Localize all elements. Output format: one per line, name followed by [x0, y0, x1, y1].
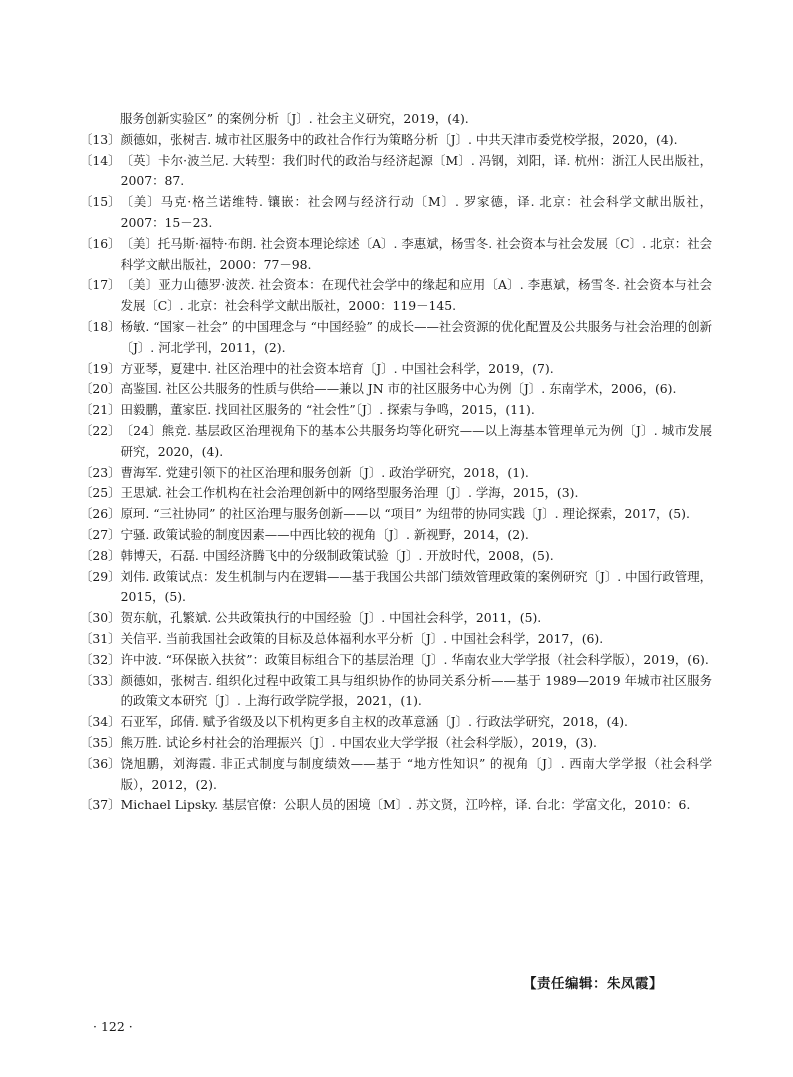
- reference-item: [80, 608, 712, 629]
- reference-number: 〔28〕: [80, 547, 121, 563]
- reference-number: 〔29〕: [80, 568, 121, 584]
- reference-item: [80, 192, 712, 234]
- reference-text: Michael Lipsky. 基层官僚：公职人员的困境〔M〕. 苏文贤，江吟梓，译. 台北：学富文化，2010：6.: [120, 797, 691, 813]
- reference-text: 宁骚. 政策试验的制度因素——中西比较的视角〔J〕. 新视野，2014，(2).: [120, 526, 529, 542]
- reference-text: 高鉴国. 社区公共服务的性质与供给——兼以 JN 市的社区服务中心为例〔J〕. 东南学术，2006，(6).: [120, 381, 677, 397]
- reference-number: 〔13〕: [80, 131, 121, 147]
- reference-item: [80, 151, 712, 193]
- reference-number: 〔37〕: [80, 797, 121, 813]
- reference-item: [80, 379, 712, 400]
- reference-item: [80, 525, 712, 546]
- reference-text: 贺东航，孔繁斌. 公共政策执行的中国经验〔J〕. 中国社会科学，2011，(5).: [120, 610, 542, 626]
- reference-number: 〔15〕: [80, 194, 121, 210]
- reference-item: [80, 546, 712, 567]
- reference-item: [80, 483, 712, 504]
- reference-number: 〔35〕: [80, 734, 121, 750]
- reference-item: [80, 795, 712, 816]
- reference-number: 〔33〕: [80, 672, 121, 688]
- reference-number: 〔36〕: [80, 755, 121, 771]
- reference-text: 〔美〕马克·格兰诺维特. 镶嵌：社会网与经济行动〔M〕. 罗家德，译. 北京：社会科学文献出版社，2007：15－23.: [120, 194, 712, 230]
- reference-item: [80, 671, 712, 713]
- reference-item: [80, 130, 712, 151]
- reference-text: 杨敏. “国家－社会” 的中国理念与 “中国经验” 的成长——社会资源的优化配置及公共服务与社会治理的创新〔J〕. 河北学刊，2011，(2).: [120, 318, 712, 355]
- reference-number: 〔32〕: [80, 651, 121, 667]
- reference-text: 石亚军，邱倩. 赋予省级及以下机构更多自主权的改革意涵〔J〕. 行政法学研究，2018，(4).: [120, 714, 628, 730]
- reference-continuation: 服务创新实验区” 的案例分析〔J〕. 社会主义研究，2019，(4).: [120, 111, 469, 126]
- reference-text: 刘伟. 政策试点：发生机制与内在逻辑——基于我国公共部门绩效管理政策的案例研究〔J〕. 中国行政管理，2015，(5).: [120, 568, 712, 605]
- reference-item: [80, 712, 712, 733]
- reference-item: [80, 754, 712, 796]
- reference-text: 〔24〕熊竞. 基层政区治理视角下的基本公共服务均等化研究——以上海基本管理单元为例〔J〕. 城市发展研究，2020，(4).: [120, 422, 712, 459]
- reference-item: [80, 650, 712, 671]
- reference-text: 田毅鹏，董家臣. 找回社区服务的 “社会性”〔J〕. 探索与争鸣，2015，(11).: [120, 402, 535, 418]
- reference-number: 〔31〕: [80, 630, 121, 646]
- reference-text: 〔美〕托马斯·福特·布朗. 社会资本理论综述〔A〕. 李惠斌，杨雪冬. 社会资本与社会发展〔C〕. 北京：社会科学文献出版社，2000：77－98.: [120, 235, 712, 272]
- reference-number: 〔19〕: [80, 360, 121, 376]
- reference-item: [80, 400, 712, 421]
- reference-number: 〔23〕: [80, 464, 121, 480]
- reference-text: 曹海军. 党建引领下的社区治理和服务创新〔J〕. 政治学研究，2018，(1).: [120, 464, 529, 480]
- reference-list: [80, 109, 712, 816]
- reference-items: [80, 130, 712, 816]
- reference-number: 〔26〕: [80, 506, 121, 522]
- reference-text: 饶旭鹏，刘海霞. 非正式制度与制度绩效——基于 “地方性知识” 的视角〔J〕. 西南大学学报（社会科学版），2012，(2).: [120, 755, 712, 792]
- reference-number: 〔16〕: [80, 235, 121, 251]
- reference-text: 关信平. 当前我国社会政策的目标及总体福利水平分析〔J〕. 中国社会科学，2017，(6).: [120, 630, 604, 646]
- reference-item: [80, 504, 712, 525]
- reference-text: 原珂. “三社协同” 的社区治理与服务创新——以 “项目” 为纽带的协同实践〔J〕. 理论探索，2017，(5).: [120, 506, 690, 522]
- reference-item: [80, 733, 712, 754]
- reference-number: 〔20〕: [80, 381, 121, 397]
- reference-text: 颜德如，张树吉. 组织化过程中政策工具与组织协作的协同关系分析——基于 1989—2019 年城市社区服务的政策文本研究〔J〕. 上海行政学院学报，2021，(1).: [120, 672, 712, 709]
- responsible-editor: 【责任编辑：朱凤霞】: [523, 976, 663, 992]
- reference-item: [80, 629, 712, 650]
- reference-number: 〔14〕: [80, 152, 121, 168]
- reference-text: 许中波. “环保嵌入扶贫”：政策目标组合下的基层治理〔J〕. 华南农业大学学报（社会科学版），2019，(6).: [120, 651, 709, 667]
- reference-number: 〔18〕: [80, 318, 121, 334]
- reference-number: 〔30〕: [80, 610, 121, 626]
- page-number: · 122 ·: [93, 1019, 133, 1034]
- reference-text: 颜德如，张树吉. 城市社区服务中的政社合作行为策略分析〔J〕. 中共天津市委党校学报，2020，(4).: [120, 131, 678, 147]
- reference-text: 〔美〕亚力山德罗·波茨. 社会资本：在现代社会学中的缘起和应用〔A〕. 李惠斌，杨雪冬. 社会资本与社会发展〔C〕. 北京：社会科学文献出版社，2000：119－145.: [120, 277, 712, 314]
- reference-text: 熊万胜. 试论乡村社会的治理振兴〔J〕. 中国农业大学学报（社会科学版），2019，(3).: [120, 734, 597, 750]
- reference-number: 〔34〕: [80, 714, 121, 730]
- reference-number: 〔25〕: [80, 485, 121, 501]
- reference-item: [80, 234, 712, 276]
- reference-number: 〔21〕: [80, 402, 121, 418]
- reference-item: [80, 317, 712, 359]
- reference-item: [80, 359, 712, 380]
- reference-item: [80, 463, 712, 484]
- reference-number: 〔22〕: [80, 422, 121, 438]
- reference-number: 〔27〕: [80, 526, 121, 542]
- reference-text: 〔英〕卡尔·波兰尼. 大转型：我们时代的政治与经济起源〔M〕. 冯钢，刘阳，译. 杭州：浙江人民出版社，2007：87.: [120, 152, 712, 189]
- reference-item: [80, 567, 712, 609]
- reference-text: 韩博天，石磊. 中国经济腾飞中的分级制政策试验〔J〕. 开放时代，2008，(5).: [120, 547, 554, 563]
- reference-text: 王思斌. 社会工作机构在社会治理创新中的网络型服务治理〔J〕. 学海，2015，(3).: [120, 485, 579, 501]
- reference-item: [80, 275, 712, 317]
- reference-number: 〔17〕: [80, 277, 121, 293]
- reference-text: 方亚琴，夏建中. 社区治理中的社会资本培育〔J〕. 中国社会科学，2019，(7).: [120, 360, 554, 376]
- reference-item: [80, 421, 712, 463]
